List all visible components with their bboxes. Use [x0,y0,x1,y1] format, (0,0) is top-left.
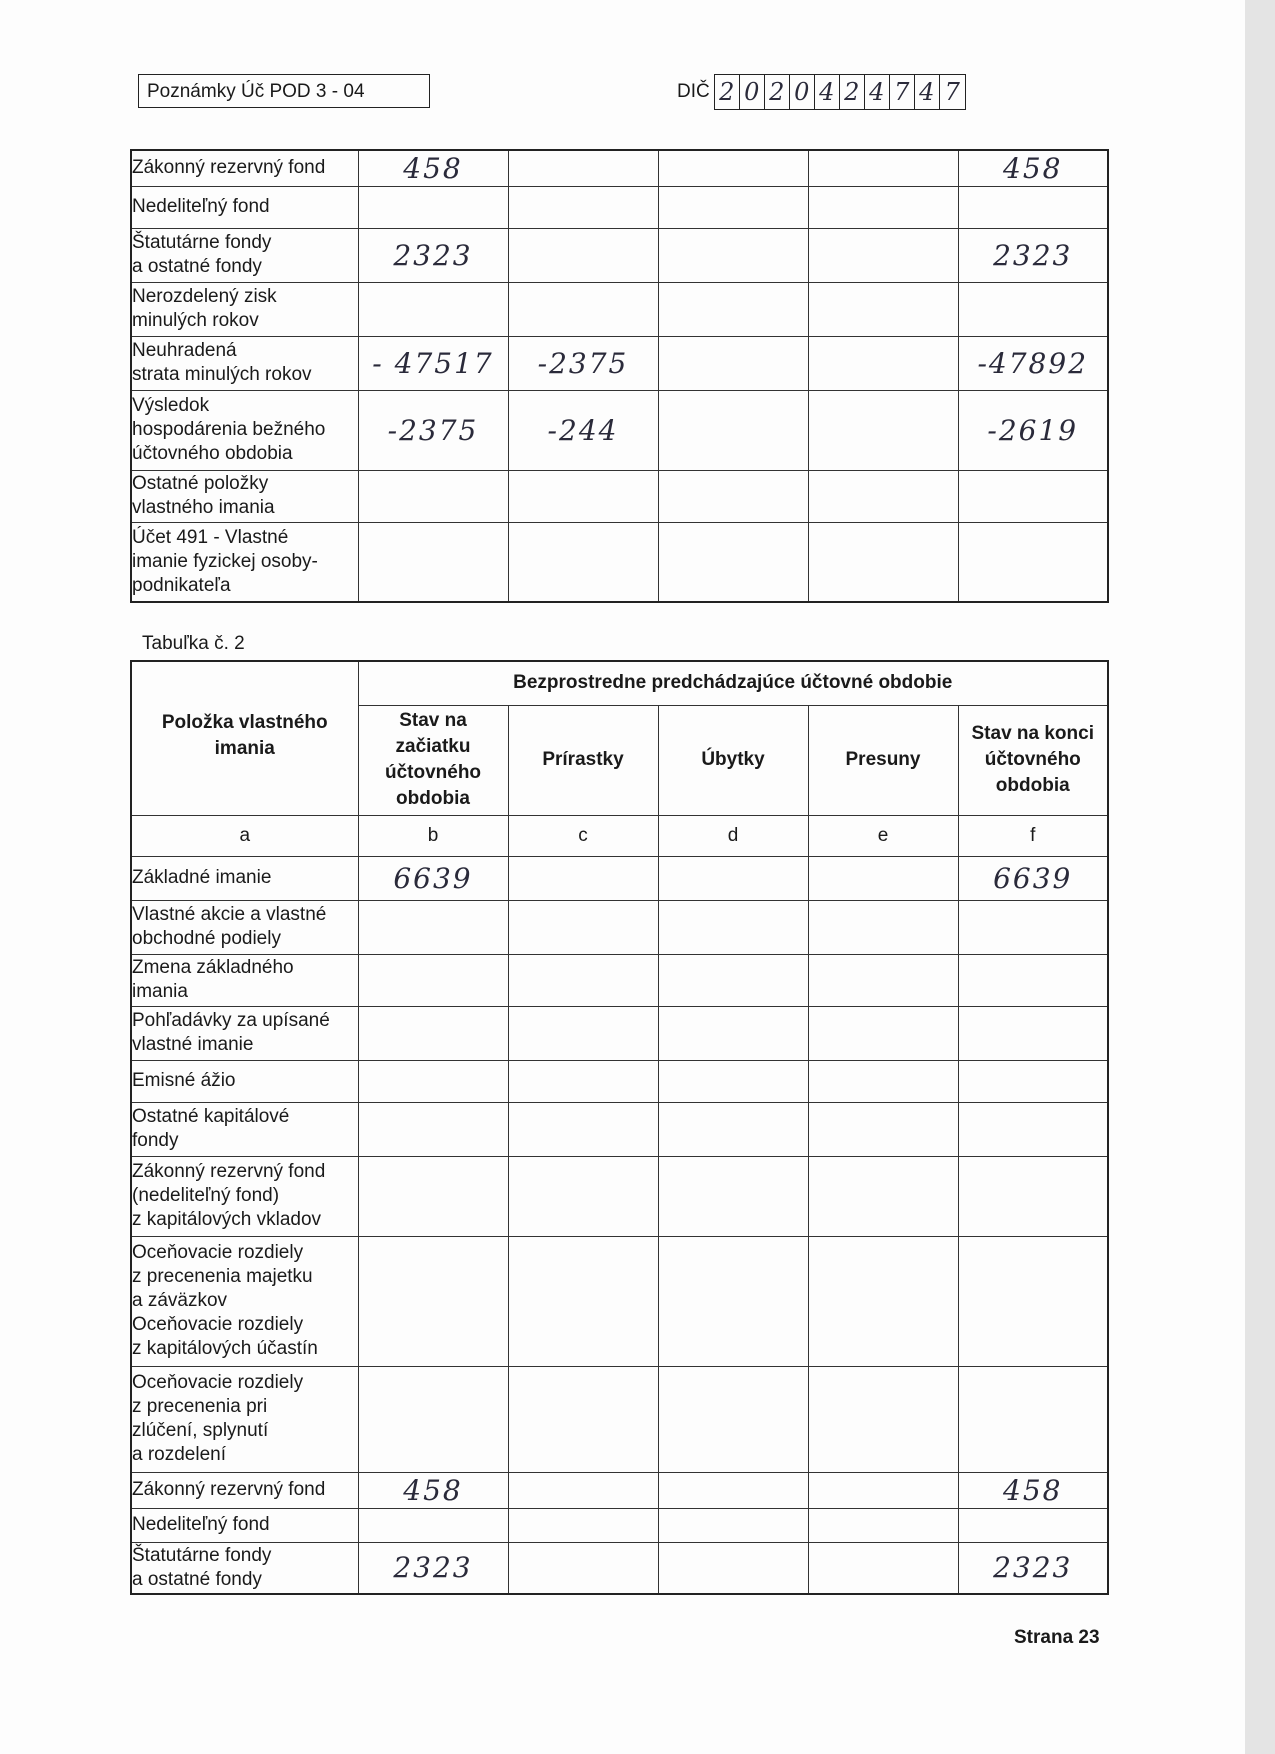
value-cell-f [958,470,1108,522]
value-cell-c [508,1508,658,1542]
value-cell-b: 6639 [358,856,508,900]
value-cell-d [658,1508,808,1542]
table-row [131,1236,1108,1366]
col-a-header [131,661,358,815]
row-label: Účet 491 - Vlastné imanie fyzickej osoby- podnikateľa [131,522,358,602]
value-cell-b [358,1102,508,1156]
page-number: Strana 23 [1014,1627,1100,1648]
value-cell-c [508,150,658,186]
value-cell-c: -2375 [508,336,658,390]
col-letter: a [131,815,358,856]
dic-digit: 2 [715,75,740,109]
row-label: Nedeliteľný fond [131,186,358,228]
value-cell-c [508,470,658,522]
col-header-end: Stav na konci účtovného obdobia [958,705,1108,815]
value-cell-e [808,1508,958,1542]
value-cell-f [958,900,1108,954]
table-row [131,150,1108,186]
dic-boxes [714,74,966,110]
row-label: Štatutárne fondy a ostatné fondy [131,228,358,282]
row-label: Zákonný rezervný fond (nedeliteľný fond) z kapitálových vkladov [131,1156,358,1236]
row-label: Zákonný rezervný fond [131,1472,358,1508]
value-cell-e [808,1472,958,1508]
value-cell-f [958,1060,1108,1102]
value-cell-b: 2323 [358,1542,508,1594]
value-cell-c [508,282,658,336]
dic-digit: 4 [915,75,940,109]
row-label: Vlastné akcie a vlastné obchodné podiely [131,900,358,954]
value-cell-f: -47892 [958,336,1108,390]
value-cell-d [658,522,808,602]
value-cell-b: 458 [358,1472,508,1508]
value-cell-b [358,282,508,336]
value-cell-e [808,856,958,900]
value-cell-b: -2375 [358,390,508,470]
value-cell-b [358,900,508,954]
table-row [131,1366,1108,1472]
value-cell-c [508,900,658,954]
value-cell-c [508,1366,658,1472]
col-a-header-text: Položka vlastného imania [161,712,328,759]
value-cell-f: 458 [958,150,1108,186]
value-cell-f [958,186,1108,228]
value-cell-c [508,856,658,900]
value-cell-b [358,186,508,228]
value-cell-e [808,1156,958,1236]
table-row [131,186,1108,228]
value-cell-e [808,1006,958,1060]
value-cell-e [808,1542,958,1594]
value-cell-b [358,1366,508,1472]
row-label: Ostatné kapitálové fondy [131,1102,358,1156]
col-letter: f [958,815,1108,856]
value-cell-b [358,1156,508,1236]
value-cell-f [958,1006,1108,1060]
dic-digit: 0 [740,75,765,109]
table-row [131,1472,1108,1508]
value-cell-f [958,954,1108,1006]
value-cell-d [658,1542,808,1594]
value-cell-e [808,228,958,282]
value-cell-e [808,282,958,336]
row-label: Základné imanie [131,856,358,900]
table-row [131,470,1108,522]
value-cell-f [958,282,1108,336]
table-row [131,522,1108,602]
value-cell-b [358,1006,508,1060]
dic-digit: 2 [840,75,865,109]
value-cell-d [658,1366,808,1472]
table2-label: Tabuľka č. 2 [142,633,245,654]
value-cell-c [508,228,658,282]
dic-label: DIČ [677,81,710,102]
table-row [131,954,1108,1006]
value-cell-c [508,1472,658,1508]
dic-digit: 4 [865,75,890,109]
table-row [131,856,1108,900]
row-label: Oceňovacie rozdiely z precenenia majetku a záväzkov Oceňovacie rozdiely z kapitálových účastín [131,1236,358,1366]
value-cell-f: 6639 [958,856,1108,900]
value-cell-d [658,954,808,1006]
value-cell-b [358,954,508,1006]
table-row [131,1156,1108,1236]
value-cell-b [358,1508,508,1542]
table-row [131,1060,1108,1102]
row-label: Oceňovacie rozdiely z precenenia pri zlúčení, splynutí a rozdelení [131,1366,358,1472]
row-label: Ostatné položky vlastného imania [131,470,358,522]
value-cell-b [358,470,508,522]
value-cell-f [958,1508,1108,1542]
table-row [131,336,1108,390]
value-cell-b: 458 [358,150,508,186]
value-cell-d [658,1102,808,1156]
value-cell-e [808,1236,958,1366]
table-row [131,390,1108,470]
col-letter: b [358,815,508,856]
col-letter: e [808,815,958,856]
value-cell-d [658,1156,808,1236]
value-cell-d [658,1060,808,1102]
dic-digit: 0 [790,75,815,109]
value-cell-b: - 47517 [358,336,508,390]
table-row [131,900,1108,954]
value-cell-b: 2323 [358,228,508,282]
value-cell-d [658,228,808,282]
value-cell-d [658,1006,808,1060]
value-cell-b [358,522,508,602]
row-label: Štatutárne fondy a ostatné fondy [131,1542,358,1594]
value-cell-c [508,1102,658,1156]
value-cell-d [658,150,808,186]
value-cell-e [808,1102,958,1156]
row-label: Nerozdelený zisk minulých rokov [131,282,358,336]
equity-table-continued [130,149,1109,603]
value-cell-c [508,1542,658,1594]
row-label: Emisné ážio [131,1060,358,1102]
value-cell-f: 2323 [958,1542,1108,1594]
table-row [131,1542,1108,1594]
value-cell-f: -2619 [958,390,1108,470]
value-cell-f [958,1366,1108,1472]
value-cell-e [808,390,958,470]
value-cell-f [958,522,1108,602]
row-label: Zmena základného imania [131,954,358,1006]
value-cell-e [808,522,958,602]
value-cell-c [508,522,658,602]
table-row [131,282,1108,336]
value-cell-e [808,470,958,522]
col-letter: d [658,815,808,856]
table-row [131,228,1108,282]
group-header: Bezprostredne predchádzajúce účtovné obdobie [358,661,1108,705]
table-row [131,1006,1108,1060]
value-cell-e [808,900,958,954]
value-cell-f: 458 [958,1472,1108,1508]
value-cell-e [808,954,958,1006]
col-header-transfers: Presuny [808,705,958,815]
value-cell-c [508,186,658,228]
row-label: Zákonný rezervný fond [131,150,358,186]
dic-digit: 2 [765,75,790,109]
col-header-start: Stav na začiatku účtovného obdobia [358,705,508,815]
value-cell-d [658,336,808,390]
value-cell-c [508,954,658,1006]
row-label: Nedeliteľný fond [131,1508,358,1542]
value-cell-f [958,1102,1108,1156]
dic-digit: 4 [815,75,840,109]
value-cell-c [508,1060,658,1102]
value-cell-d [658,1472,808,1508]
col-letter: c [508,815,658,856]
value-cell-d [658,282,808,336]
table-row [131,1102,1108,1156]
row-label: Pohľadávky za upísané vlastné imanie [131,1006,358,1060]
value-cell-d [658,1236,808,1366]
value-cell-d [658,856,808,900]
dic-field [677,74,966,110]
value-cell-c: -244 [508,390,658,470]
dic-digit: 7 [890,75,915,109]
value-cell-b [358,1060,508,1102]
page-edge-shadow [1245,0,1275,1754]
value-cell-c [508,1156,658,1236]
value-cell-d [658,186,808,228]
value-cell-e [808,1366,958,1472]
value-cell-e [808,186,958,228]
value-cell-e [808,336,958,390]
value-cell-d [658,900,808,954]
value-cell-d [658,470,808,522]
value-cell-b [358,1236,508,1366]
value-cell-c [508,1006,658,1060]
value-cell-f [958,1236,1108,1366]
row-label: Neuhradená strata minulých rokov [131,336,358,390]
row-label: Výsledok hospodárenia bežného účtovného obdobia [131,390,358,470]
table-row [131,1508,1108,1542]
col-header-decreases: Úbytky [658,705,808,815]
value-cell-c [508,1236,658,1366]
value-cell-e [808,150,958,186]
value-cell-e [808,1060,958,1102]
value-cell-f: 2323 [958,228,1108,282]
equity-table-2 [130,660,1109,1595]
form-code-box: Poznámky Úč POD 3 - 04 [138,74,430,108]
value-cell-d [658,390,808,470]
value-cell-f [958,1156,1108,1236]
dic-digit: 7 [944,78,960,106]
col-header-increases: Prírastky [508,705,658,815]
